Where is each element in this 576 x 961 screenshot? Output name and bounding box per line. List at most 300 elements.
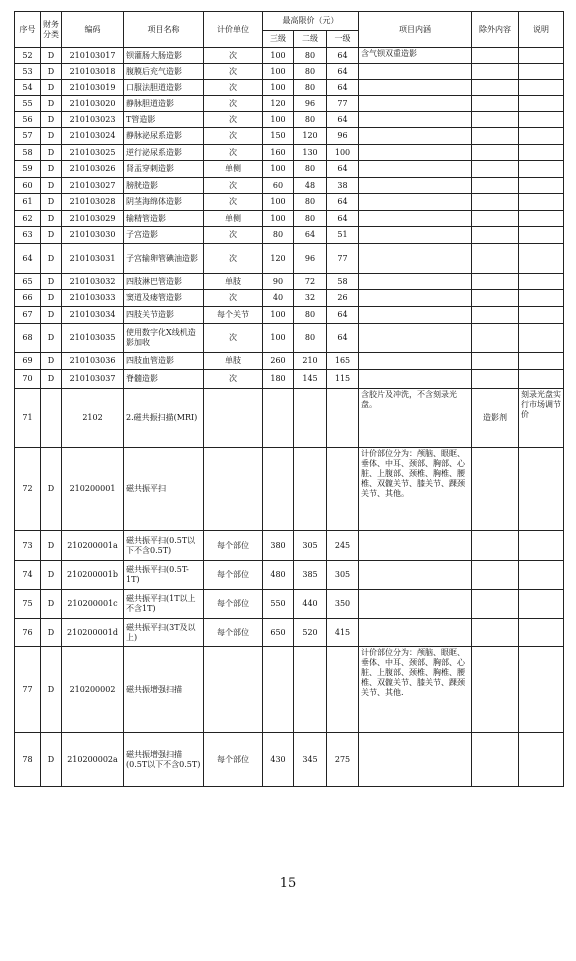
cell-exclusions [472, 324, 519, 353]
cell-content [359, 211, 472, 227]
cell-price-level-1: 415 [327, 619, 359, 647]
cell-price-level-3: 100 [263, 64, 294, 80]
cell-code: 210103035 [62, 324, 124, 353]
cell-price-level-3: 480 [263, 561, 294, 590]
cell-financial-category: D [41, 619, 62, 647]
cell-item-name: 磁共振平扫(3T及以上) [124, 619, 204, 647]
cell-exclusions [472, 561, 519, 590]
cell-unit: 单侧 [204, 161, 263, 178]
cell-exclusions [472, 96, 519, 112]
cell-seq: 68 [15, 324, 41, 353]
table-row [15, 128, 564, 145]
cell-notes [519, 244, 564, 274]
cell-seq: 70 [15, 370, 41, 389]
cell-price-level-3: 40 [263, 290, 294, 307]
cell-financial-category: D [41, 324, 62, 353]
cell-code: 210200002a [62, 733, 124, 787]
cell-price-level-3: 150 [263, 128, 294, 145]
cell-financial-category: D [41, 531, 62, 561]
header-price-level-2: 二级 [294, 31, 327, 48]
cell-code: 210103031 [62, 244, 124, 274]
cell-item-name: 钡灌肠大肠造影 [124, 48, 204, 64]
table-row [15, 80, 564, 96]
cell-seq: 61 [15, 194, 41, 211]
cell-exclusions [472, 590, 519, 619]
cell-notes [519, 370, 564, 389]
cell-item-name: 磁共振增强扫描 [124, 647, 204, 733]
cell-seq: 56 [15, 112, 41, 128]
cell-price-level-2: 305 [294, 531, 327, 561]
table-row [15, 561, 564, 590]
cell-item-name: 窦道及瘘管造影 [124, 290, 204, 307]
cell-seq: 78 [15, 733, 41, 787]
cell-financial-category: D [41, 244, 62, 274]
cell-exclusions [472, 307, 519, 324]
header-price-level-3: 三级 [263, 31, 294, 48]
cell-financial-category: D [41, 370, 62, 389]
cell-content: 计价部位分为：颅脑、眼眶、垂体、中耳、颈部、胸部、心脏、上腹部、颈椎、胸椎、腰椎、双髋关节、膝关节、踝颈关节、其他. [359, 647, 472, 733]
cell-code: 210103023 [62, 112, 124, 128]
cell-code: 210103037 [62, 370, 124, 389]
cell-code: 210200001b [62, 561, 124, 590]
cell-price-level-1: 64 [327, 211, 359, 227]
cell-seq: 57 [15, 128, 41, 145]
cell-item-name: 腹膜后充气造影 [124, 64, 204, 80]
cell-unit: 次 [204, 96, 263, 112]
cell-financial-category [41, 389, 62, 448]
cell-item-name: 静脉泌尿系造影 [124, 128, 204, 145]
cell-exclusions [472, 227, 519, 244]
table-row [15, 389, 564, 448]
cell-price-level-3: 550 [263, 590, 294, 619]
cell-notes [519, 647, 564, 733]
table-row [15, 448, 564, 531]
cell-content [359, 307, 472, 324]
cell-exclusions [472, 244, 519, 274]
cell-price-level-2: 32 [294, 290, 327, 307]
cell-financial-category: D [41, 733, 62, 787]
cell-exclusions [472, 161, 519, 178]
cell-price-level-2: 96 [294, 96, 327, 112]
cell-unit: 次 [204, 227, 263, 244]
cell-notes [519, 80, 564, 96]
table-row [15, 211, 564, 227]
cell-seq: 59 [15, 161, 41, 178]
cell-price-level-3: 120 [263, 244, 294, 274]
cell-seq: 62 [15, 211, 41, 227]
cell-item-name: 逆行泌尿系造影 [124, 145, 204, 161]
cell-seq: 67 [15, 307, 41, 324]
cell-price-level-2: 80 [294, 324, 327, 353]
cell-code: 210200001d [62, 619, 124, 647]
cell-price-level-3: 650 [263, 619, 294, 647]
cell-notes [519, 145, 564, 161]
cell-code: 210200001c [62, 590, 124, 619]
cell-unit: 单侧 [204, 211, 263, 227]
cell-unit: 次 [204, 370, 263, 389]
cell-financial-category: D [41, 145, 62, 161]
cell-price-level-2: 120 [294, 128, 327, 145]
table-row [15, 590, 564, 619]
cell-code: 210103025 [62, 145, 124, 161]
table-row [15, 161, 564, 178]
cell-notes [519, 96, 564, 112]
cell-price-level-3: 100 [263, 211, 294, 227]
cell-seq: 71 [15, 389, 41, 448]
cell-content: 计价部位分为：颅脑、眼眶、垂体、中耳、颈部、胸部、心脏、上腹部、颈椎、胸椎、腰椎、双髋关节、膝关节、踝颈关节、其他。 [359, 448, 472, 531]
cell-exclusions [472, 178, 519, 194]
cell-exclusions [472, 211, 519, 227]
cell-content [359, 290, 472, 307]
cell-price-level-2: 80 [294, 48, 327, 64]
cell-content [359, 145, 472, 161]
cell-price-level-1: 115 [327, 370, 359, 389]
cell-notes [519, 64, 564, 80]
header-content: 项目内涵 [359, 12, 472, 48]
cell-price-level-3: 60 [263, 178, 294, 194]
cell-item-name: 子宫造影 [124, 227, 204, 244]
cell-unit: 次 [204, 64, 263, 80]
cell-seq: 64 [15, 244, 41, 274]
cell-notes [519, 324, 564, 353]
cell-content [359, 244, 472, 274]
cell-seq: 53 [15, 64, 41, 80]
cell-exclusions [472, 64, 519, 80]
cell-notes [519, 619, 564, 647]
cell-content [359, 96, 472, 112]
table-row [15, 619, 564, 647]
cell-price-level-1: 38 [327, 178, 359, 194]
cell-price-level-1: 58 [327, 274, 359, 290]
cell-unit: 次 [204, 80, 263, 96]
cell-exclusions [472, 370, 519, 389]
table-row [15, 370, 564, 389]
table-body [15, 48, 564, 787]
cell-code: 210103017 [62, 48, 124, 64]
cell-unit [204, 647, 263, 733]
cell-price-level-1: 77 [327, 244, 359, 274]
cell-price-level-2: 80 [294, 112, 327, 128]
cell-seq: 69 [15, 353, 41, 370]
cell-price-level-1: 64 [327, 48, 359, 64]
cell-financial-category: D [41, 290, 62, 307]
cell-unit: 次 [204, 324, 263, 353]
cell-price-level-3: 80 [263, 227, 294, 244]
table-row [15, 274, 564, 290]
cell-content: 含胶片及冲洗，不含刻录光盘。 [359, 389, 472, 448]
cell-financial-category: D [41, 211, 62, 227]
cell-price-level-1 [327, 647, 359, 733]
cell-seq: 54 [15, 80, 41, 96]
cell-item-name: 磁共振平扫 [124, 448, 204, 531]
cell-price-level-2: 210 [294, 353, 327, 370]
cell-price-level-3: 180 [263, 370, 294, 389]
cell-price-level-3: 100 [263, 161, 294, 178]
cell-content [359, 161, 472, 178]
cell-price-level-2: 80 [294, 161, 327, 178]
cell-item-name: 磁共振平扫(0.5T以下不含0.5T) [124, 531, 204, 561]
cell-unit: 单肢 [204, 353, 263, 370]
cell-code: 210103029 [62, 211, 124, 227]
cell-notes [519, 733, 564, 787]
cell-item-name: 阴茎海绵体造影 [124, 194, 204, 211]
cell-financial-category: D [41, 48, 62, 64]
cell-price-level-1: 64 [327, 324, 359, 353]
cell-code: 210103027 [62, 178, 124, 194]
cell-unit: 每个部位 [204, 531, 263, 561]
cell-item-name: 口服法胆道造影 [124, 80, 204, 96]
cell-price-level-2: 80 [294, 211, 327, 227]
cell-exclusions [472, 531, 519, 561]
cell-content [359, 561, 472, 590]
cell-price-level-2: 80 [294, 64, 327, 80]
table-row [15, 244, 564, 274]
cell-price-level-1: 305 [327, 561, 359, 590]
cell-code: 210103034 [62, 307, 124, 324]
cell-exclusions [472, 48, 519, 64]
cell-code: 210103020 [62, 96, 124, 112]
cell-item-name: 2.磁共振扫描(MRI) [124, 389, 204, 448]
cell-content [359, 619, 472, 647]
cell-seq: 55 [15, 96, 41, 112]
cell-unit: 次 [204, 178, 263, 194]
cell-financial-category: D [41, 194, 62, 211]
cell-notes [519, 112, 564, 128]
cell-notes [519, 590, 564, 619]
cell-price-level-2: 72 [294, 274, 327, 290]
cell-price-level-2: 96 [294, 244, 327, 274]
cell-notes [519, 227, 564, 244]
cell-seq: 72 [15, 448, 41, 531]
cell-financial-category: D [41, 161, 62, 178]
cell-item-name: 磁共振增强扫描(0.5T以下不含0.5T) [124, 733, 204, 787]
cell-content [359, 64, 472, 80]
cell-price-level-1: 64 [327, 194, 359, 211]
cell-unit: 次 [204, 128, 263, 145]
table-row [15, 227, 564, 244]
cell-seq: 60 [15, 178, 41, 194]
cell-code: 210103030 [62, 227, 124, 244]
cell-seq: 65 [15, 274, 41, 290]
cell-exclusions [472, 353, 519, 370]
cell-price-level-3: 100 [263, 112, 294, 128]
cell-price-level-3: 100 [263, 48, 294, 64]
cell-price-level-3: 100 [263, 80, 294, 96]
cell-price-level-2: 520 [294, 619, 327, 647]
cell-notes [519, 561, 564, 590]
cell-price-level-2: 345 [294, 733, 327, 787]
page-number: 15 [279, 876, 297, 891]
cell-content [359, 531, 472, 561]
cell-exclusions [472, 80, 519, 96]
cell-financial-category: D [41, 64, 62, 80]
cell-item-name: 输精管造影 [124, 211, 204, 227]
cell-item-name: 静脉胆道造影 [124, 96, 204, 112]
cell-content: 含气钡双重造影 [359, 48, 472, 64]
cell-financial-category: D [41, 80, 62, 96]
table-row [15, 353, 564, 370]
cell-price-level-2: 48 [294, 178, 327, 194]
table-row [15, 48, 564, 64]
cell-exclusions: 造影剂 [472, 389, 519, 448]
cell-price-level-3 [263, 389, 294, 448]
cell-financial-category: D [41, 96, 62, 112]
cell-price-level-1: 26 [327, 290, 359, 307]
cell-price-level-3 [263, 647, 294, 733]
cell-price-level-2: 440 [294, 590, 327, 619]
table-row [15, 290, 564, 307]
cell-price-level-3: 260 [263, 353, 294, 370]
cell-price-level-2: 80 [294, 307, 327, 324]
cell-code: 210103024 [62, 128, 124, 145]
cell-notes [519, 128, 564, 145]
cell-unit [204, 448, 263, 531]
table-row [15, 194, 564, 211]
cell-price-level-2 [294, 389, 327, 448]
cell-unit: 次 [204, 112, 263, 128]
header-seq: 序号 [15, 12, 41, 48]
cell-notes [519, 448, 564, 531]
cell-unit: 次 [204, 194, 263, 211]
table-row [15, 64, 564, 80]
cell-code: 2102 [62, 389, 124, 448]
cell-seq: 63 [15, 227, 41, 244]
header-item-name: 项目名称 [124, 12, 204, 48]
cell-price-level-1: 245 [327, 531, 359, 561]
cell-price-level-1 [327, 448, 359, 531]
cell-item-name: 子宫输卵管碘油造影 [124, 244, 204, 274]
header-notes: 说明 [519, 12, 564, 48]
cell-exclusions [472, 112, 519, 128]
cell-price-level-3: 430 [263, 733, 294, 787]
cell-seq: 73 [15, 531, 41, 561]
cell-content [359, 112, 472, 128]
cell-notes [519, 178, 564, 194]
header-exclusions: 除外内容 [472, 12, 519, 48]
cell-seq: 75 [15, 590, 41, 619]
cell-price-level-3 [263, 448, 294, 531]
table-row [15, 647, 564, 733]
cell-notes [519, 353, 564, 370]
cell-price-level-3: 100 [263, 307, 294, 324]
cell-exclusions [472, 647, 519, 733]
cell-price-level-1: 64 [327, 307, 359, 324]
cell-price-level-1: 64 [327, 80, 359, 96]
table-row [15, 145, 564, 161]
cell-content [359, 733, 472, 787]
cell-content [359, 353, 472, 370]
cell-price-level-3: 120 [263, 96, 294, 112]
table-row [15, 733, 564, 787]
cell-code: 210103036 [62, 353, 124, 370]
cell-price-level-1: 64 [327, 64, 359, 80]
fee-schedule-table [14, 11, 564, 787]
cell-price-level-2: 130 [294, 145, 327, 161]
cell-price-level-1: 100 [327, 145, 359, 161]
cell-content [359, 370, 472, 389]
cell-unit: 每个部位 [204, 733, 263, 787]
cell-price-level-3: 380 [263, 531, 294, 561]
cell-unit [204, 389, 263, 448]
cell-item-name: 四肢淋巴管造影 [124, 274, 204, 290]
cell-exclusions [472, 194, 519, 211]
cell-price-level-2 [294, 647, 327, 733]
cell-notes [519, 48, 564, 64]
cell-financial-category: D [41, 590, 62, 619]
cell-financial-category: D [41, 274, 62, 290]
cell-content [359, 590, 472, 619]
table-row [15, 96, 564, 112]
cell-price-level-1: 77 [327, 96, 359, 112]
cell-financial-category: D [41, 178, 62, 194]
cell-price-level-2 [294, 448, 327, 531]
cell-seq: 76 [15, 619, 41, 647]
cell-notes [519, 307, 564, 324]
header-unit: 计价单位 [204, 12, 263, 48]
cell-price-level-1 [327, 389, 359, 448]
header-max-price: 最高限价（元） [263, 12, 359, 31]
cell-price-level-1: 51 [327, 227, 359, 244]
cell-financial-category: D [41, 112, 62, 128]
cell-price-level-2: 64 [294, 227, 327, 244]
cell-financial-category: D [41, 448, 62, 531]
cell-item-name: T管造影 [124, 112, 204, 128]
cell-notes [519, 290, 564, 307]
cell-price-level-3: 90 [263, 274, 294, 290]
cell-notes [519, 211, 564, 227]
cell-notes [519, 194, 564, 211]
cell-seq: 66 [15, 290, 41, 307]
cell-item-name: 脊髓造影 [124, 370, 204, 389]
cell-content [359, 324, 472, 353]
cell-item-name: 四肢关节造影 [124, 307, 204, 324]
cell-code: 210200002 [62, 647, 124, 733]
cell-price-level-3: 100 [263, 324, 294, 353]
cell-item-name: 四肢血管造影 [124, 353, 204, 370]
cell-unit: 次 [204, 145, 263, 161]
cell-price-level-2: 145 [294, 370, 327, 389]
cell-unit: 次 [204, 48, 263, 64]
cell-unit: 每个部位 [204, 561, 263, 590]
cell-code: 210103033 [62, 290, 124, 307]
cell-financial-category: D [41, 353, 62, 370]
cell-price-level-1: 165 [327, 353, 359, 370]
cell-unit: 次 [204, 290, 263, 307]
cell-unit: 每个部位 [204, 619, 263, 647]
header-financial-category: 财务分类 [41, 12, 62, 48]
cell-code: 210200001a [62, 531, 124, 561]
cell-exclusions [472, 733, 519, 787]
cell-item-name: 肾盂穿刺造影 [124, 161, 204, 178]
cell-seq: 52 [15, 48, 41, 64]
cell-financial-category: D [41, 227, 62, 244]
cell-notes [519, 531, 564, 561]
cell-financial-category: D [41, 561, 62, 590]
cell-content [359, 178, 472, 194]
cell-exclusions [472, 145, 519, 161]
cell-content [359, 128, 472, 145]
table-row [15, 531, 564, 561]
cell-unit: 次 [204, 244, 263, 274]
cell-code: 210103018 [62, 64, 124, 80]
cell-notes [519, 274, 564, 290]
cell-financial-category: D [41, 128, 62, 145]
cell-price-level-3: 100 [263, 194, 294, 211]
cell-notes [519, 161, 564, 178]
cell-item-name: 膀胱造影 [124, 178, 204, 194]
cell-exclusions [472, 290, 519, 307]
table-row [15, 307, 564, 324]
